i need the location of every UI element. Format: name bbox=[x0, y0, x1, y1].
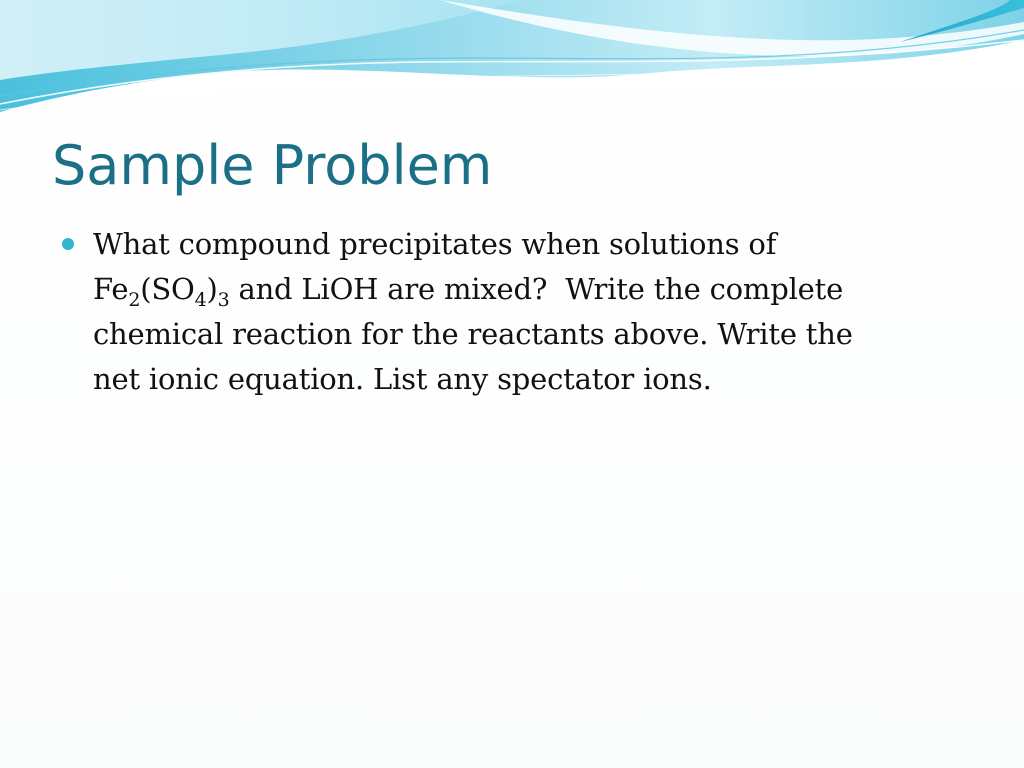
bullet-dot-icon bbox=[62, 238, 74, 250]
bullet-line-2-rest: and LiOH are mixed? Write the complete bbox=[229, 272, 844, 306]
bullet-line-3: chemical reaction for the reactants above. Write the bbox=[93, 317, 853, 351]
decorative-wave-header bbox=[0, 0, 1024, 130]
formula-subscript-2: 2 bbox=[128, 289, 141, 311]
bullet-text bbox=[93, 222, 942, 402]
slide-title: Sample Problem bbox=[52, 134, 493, 197]
bullet-line-4: net ionic equation. List any spectator ions. bbox=[93, 362, 712, 396]
bullet-line-2 bbox=[93, 267, 942, 312]
bullet-item bbox=[62, 222, 942, 402]
formula-paren: ) bbox=[206, 272, 218, 306]
formula-fe: Fe bbox=[93, 272, 129, 306]
formula-subscript-4: 4 bbox=[194, 289, 207, 311]
formula-so: (SO bbox=[140, 272, 195, 306]
bullet-line-1: What compound precipitates when solutions of bbox=[93, 227, 777, 261]
formula-subscript-3: 3 bbox=[217, 289, 230, 311]
bullet-list bbox=[62, 222, 942, 402]
